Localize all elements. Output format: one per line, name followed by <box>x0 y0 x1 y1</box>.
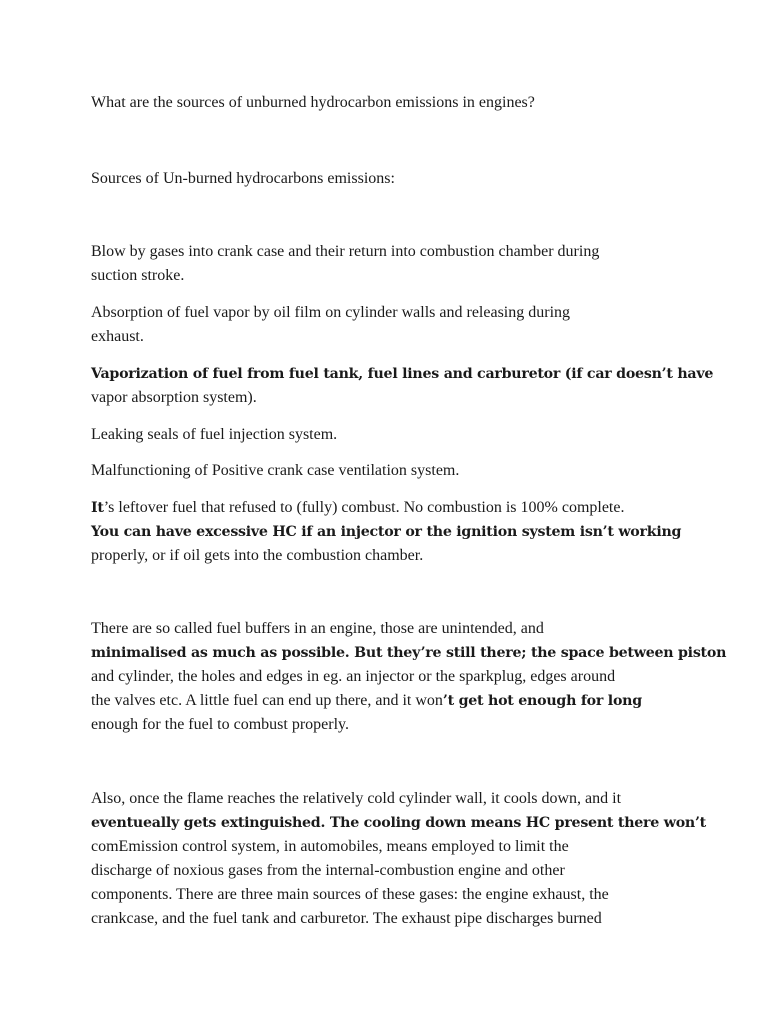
item-3-line-1: Vaporization of fuel from fuel tank, fuel lines and carburetor (if car doesn’t have <box>91 366 714 382</box>
para-3-line-4: discharge of noxious gases from the internal-combustion engine and other <box>91 862 565 879</box>
para-3-line-5: components. There are three main sources of these gases: the engine exhaust, the <box>91 886 609 903</box>
item-3-line-2: vapor absorption system). <box>91 389 257 406</box>
para-2-line-4-bold: ’t get hot enough for long <box>442 693 642 709</box>
section-heading: Sources of Un-burned hydrocarbons emissions: <box>91 170 395 187</box>
para-2-line-5: enough for the fuel to combust properly. <box>91 716 350 733</box>
item-1-line-1: Blow by gases into crank case and their return into combustion chamber during <box>91 243 600 260</box>
para-1-line-1-rest: ’s leftover fuel that refused to (fully) combust. No combustion is 100% complete. <box>103 499 625 516</box>
question-text: What are the sources of unburned hydrocarbon emissions in engines? <box>91 94 535 111</box>
para-3-line-2: eventueally gets extinguished. The cooling down means HC present there won’t <box>91 815 706 831</box>
para-1-line-3: properly, or if oil gets into the combustion chamber. <box>91 547 424 564</box>
para-2-line-4 <box>91 691 642 711</box>
para-2-line-1: There are so called fuel buffers in an engine, those are unintended, and <box>91 620 544 637</box>
item-2-line-2: exhaust. <box>91 328 144 345</box>
para-1-bold-start: It <box>91 500 104 516</box>
item-1-line-2: suction stroke. <box>91 267 185 284</box>
para-2-line-4-regular: the valves etc. A little fuel can end up there, and it won <box>91 692 443 709</box>
para-2-line-2: minimalised as much as possible. But they’re still there; the space between piston <box>91 645 727 661</box>
para-2-line-3: and cylinder, the holes and edges in eg. an injector or the sparkplug, edges around <box>91 668 616 685</box>
item-4-line-1: Leaking seals of fuel injection system. <box>91 426 338 443</box>
para-1-line-2: You can have excessive HC if an injector or the ignition system isn’t working <box>91 524 682 540</box>
para-1-line-1 <box>91 498 624 518</box>
item-5-line-1: Malfunctioning of Positive crank case ventilation system. <box>91 462 460 479</box>
para-3-line-3: comEmission control system, in automobiles, means employed to limit the <box>91 838 569 855</box>
para-3-line-1: Also, once the flame reaches the relatively cold cylinder wall, it cools down, and it <box>91 790 622 807</box>
para-3-line-6: crankcase, and the fuel tank and carburetor. The exhaust pipe discharges burned <box>91 910 602 927</box>
item-2-line-1: Absorption of fuel vapor by oil film on cylinder walls and releasing during <box>91 304 571 321</box>
